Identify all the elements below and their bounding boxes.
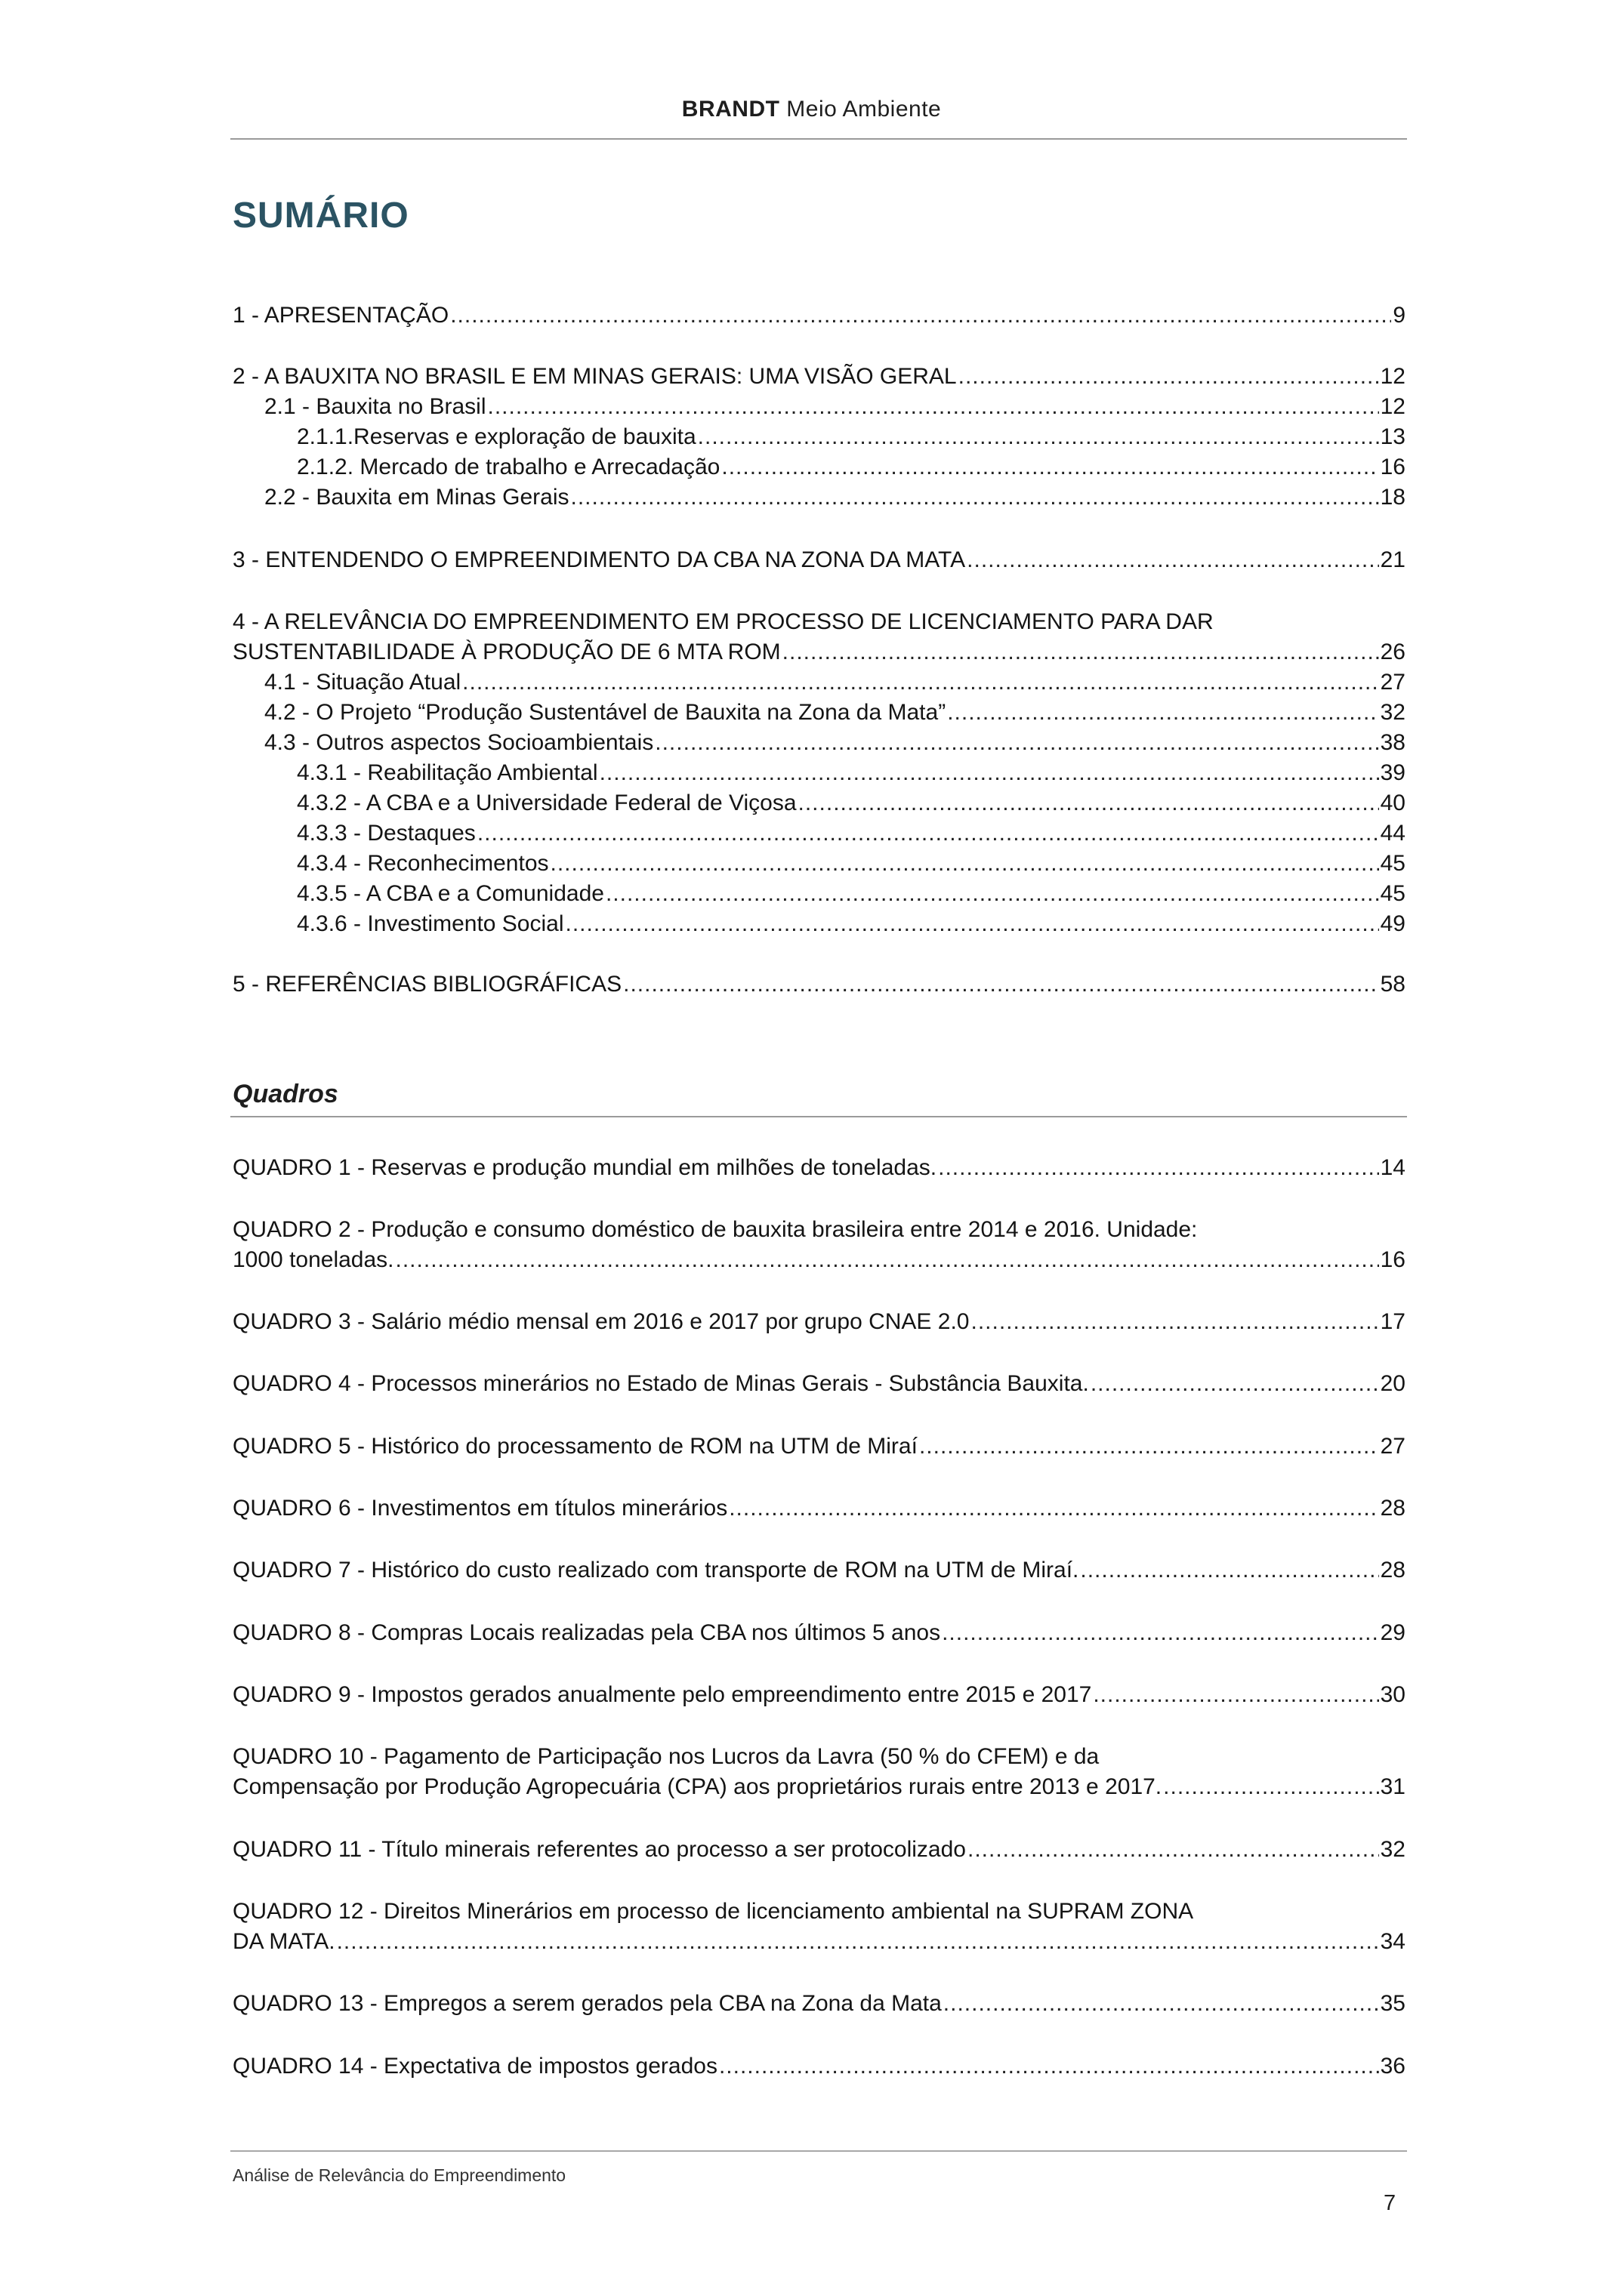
quadro-entry-page: 29 [1380,1620,1405,1645]
toc-entry[interactable] [297,879,1405,909]
toc-entry-label: 2.1.2. Mercado de trabalho e Arrecadação [297,455,720,479]
toc-entry-label: 4.3.4 - Reconhecimentos [297,851,549,876]
dot-leader [551,849,1379,879]
toc-entry-page: 21 [1380,547,1405,572]
quadro-entry[interactable] [233,1307,1405,1337]
quadro-entry-label: QUADRO 1 - Reservas e produção mundial em milhões de toneladas. [233,1155,937,1180]
header-brand [0,97,1623,122]
quadro-entry-label: Compensação por Produção Agropecuária (CPA) aos proprietários rurais entre 2013 e 2017. [233,1774,1162,1799]
header-divider [230,138,1407,140]
toc-entry-label: 4.2 - O Projeto “Produção Sustentável de Bauxita na Zona da Mata” [264,700,946,725]
dot-leader [947,698,1378,728]
quadro-entry-page: 17 [1380,1309,1405,1334]
toc-entry[interactable] [297,818,1405,849]
quadro-entry-label: QUADRO 13 - Empregos a serem gerados pela CBA na Zona da Mata [233,1991,942,2016]
dot-leader [450,300,1391,331]
dot-leader [571,482,1379,513]
dot-leader [1093,1680,1378,1710]
toc-entry-page: 26 [1380,639,1405,664]
quadros-divider [230,1116,1407,1117]
footer-text: Análise de Relevância do Empreendimento [233,2165,566,2185]
toc-entry-label: 4.3.3 - Destaques [297,821,476,846]
toc-entry-label: 4.3.2 - A CBA e a Universidade Federal de Viçosa [297,791,797,815]
toc-entry-page: 44 [1380,821,1405,846]
toc-entry-label: 5 - REFERÊNCIAS BIBLIOGRÁFICAS [233,972,622,997]
dot-leader [942,1618,1379,1648]
dot-leader [337,1927,1379,1957]
toc-entry-label: 2.1.1.Reservas e exploração de bauxita [297,424,696,449]
toc-entry-label: 2.1 - Bauxita no Brasil [264,394,486,419]
toc-entry[interactable] [297,452,1405,482]
footer-divider [230,2150,1407,2152]
quadro-entry-page: 28 [1380,1496,1405,1521]
quadros-heading: Quadros [233,1080,338,1108]
quadro-entry[interactable] [233,1680,1405,1710]
toc-entry-page: 38 [1380,730,1405,755]
quadro-entry-page: 35 [1380,1991,1405,2016]
toc-entry[interactable] [264,392,1405,422]
toc-entry-label: 4.3.6 - Investimento Social [297,911,564,936]
quadro-entry-page: 27 [1380,1434,1405,1459]
toc-entry-page: 27 [1380,670,1405,695]
quadro-entry[interactable] [233,1493,1405,1524]
toc-entry[interactable] [233,637,1405,667]
dot-leader [782,637,1379,667]
quadro-entry[interactable] [233,1432,1405,1462]
quadro-entry[interactable] [233,1835,1405,1865]
toc-entry[interactable] [233,362,1405,392]
quadro-entry[interactable] [233,1989,1405,2019]
quadro-entry-label: DA MATA. [233,1929,335,1954]
dot-leader [721,452,1378,482]
quadro-entry-page: 32 [1380,1837,1405,1862]
toc-entry-page: 49 [1380,911,1405,936]
toc-entry[interactable] [264,667,1405,698]
toc-entry-label: 2 - A BAUXITA NO BRASIL E EM MINAS GERAIS: UMA VISÃO GERAL [233,364,957,389]
quadro-entry-label: QUADRO 11 - Título minerais referentes ao processo a ser protocolizado [233,1837,966,1862]
quadro-entry-page: 28 [1380,1558,1405,1583]
toc-entry[interactable] [264,698,1405,728]
dot-leader [919,1432,1379,1462]
quadro-entry-label-line1: QUADRO 12 - Direitos Minerários em processo de licenciamento ambiental na SUPRAM ZONA [233,1899,1194,1924]
toc-entry[interactable] [297,758,1405,788]
dot-leader [1163,1772,1378,1802]
quadro-entry-page: 14 [1380,1155,1405,1180]
toc-entry-page: 39 [1380,760,1405,785]
toc-entry-page: 32 [1380,700,1405,725]
toc-entry[interactable] [297,849,1405,879]
toc-entry-label: 4.3.5 - A CBA e a Comunidade [297,881,604,906]
toc-entry-page: 16 [1380,455,1405,479]
dot-leader [798,788,1379,818]
quadro-entry[interactable] [233,1369,1405,1399]
toc-entry-page: 9 [1393,303,1405,328]
dot-leader [967,545,1378,575]
quadro-entry[interactable] [233,1245,1405,1275]
dot-leader [477,818,1379,849]
quadro-entry-page: 16 [1380,1247,1405,1272]
toc-entry-label: 1 - APRESENTAÇÃO [233,303,449,328]
toc-entry[interactable] [264,482,1405,513]
dot-leader [1080,1555,1378,1586]
dot-leader [396,1245,1379,1275]
dot-leader [943,1989,1379,2019]
toc-entry-label: 3 - ENTENDENDO O EMPREENDIMENTO DA CBA NA ZONA DA MATA [233,547,966,572]
dot-leader [623,969,1379,1000]
quadro-entry[interactable] [233,1772,1405,1802]
dot-leader [487,392,1378,422]
toc-entry-label: 4.3.1 - Reabilitação Ambiental [297,760,598,785]
quadro-entry-page: 30 [1380,1682,1405,1707]
toc-entry-page: 45 [1380,851,1405,876]
page-title: SUMÁRIO [233,196,409,236]
quadro-entry-label-line1: QUADRO 10 - Pagamento de Participação nos Lucros da Lavra (50 % do CFEM) e da [233,1744,1100,1769]
page-number: 7 [1384,2191,1396,2215]
quadro-entry-label: 1000 toneladas. [233,1247,394,1272]
brand-subtitle: Meio Ambiente [779,97,942,122]
quadro-entry[interactable] [233,1153,1405,1183]
quadro-entry[interactable] [233,1927,1405,1957]
quadro-entry-label: QUADRO 7 - Histórico do custo realizado com transporte de ROM na UTM de Miraí. [233,1558,1079,1583]
toc-entry-label-line1: 4 - A RELEVÂNCIA DO EMPREENDIMENTO EM PROCESSO DE LICENCIAMENTO PARA DAR [233,609,1214,634]
dot-leader [719,2051,1379,2082]
dot-leader [729,1493,1378,1524]
dot-leader [698,422,1379,452]
dot-leader [958,362,1379,392]
toc-entry[interactable] [297,422,1405,452]
quadro-entry-label: QUADRO 5 - Histórico do processamento de ROM na UTM de Miraí [233,1434,918,1459]
quadro-entry-label: QUADRO 8 - Compras Locais realizadas pela CBA nos últimos 5 anos [233,1620,941,1645]
toc-entry-page: 45 [1380,881,1405,906]
toc-entry-page: 12 [1380,394,1405,419]
toc-entry[interactable] [297,909,1405,939]
dot-leader [970,1307,1378,1337]
toc-entry-label: SUSTENTABILIDADE À PRODUÇÃO DE 6 MTA ROM [233,639,781,664]
quadro-entry[interactable] [233,1555,1405,1586]
quadro-entry-page: 34 [1380,1929,1405,1954]
dot-leader [967,1835,1379,1865]
quadro-entry[interactable] [233,1618,1405,1648]
dot-leader [938,1153,1379,1183]
toc-entry[interactable] [233,300,1405,331]
toc-entry-page: 40 [1380,791,1405,815]
toc-entry-label: 2.2 - Bauxita em Minas Gerais [264,485,569,510]
brand-name: BRANDT [681,97,780,122]
toc-entry[interactable] [297,788,1405,818]
quadro-entry-page: 31 [1380,1774,1405,1799]
quadro-entry-label: QUADRO 4 - Processos minerários no Estado de Minas Gerais - Substância Bauxita. [233,1371,1089,1396]
toc-entry-page: 13 [1380,424,1405,449]
quadro-entry-label: QUADRO 3 - Salário médio mensal em 2016 e 2017 por grupo CNAE 2.0 [233,1309,970,1334]
toc-entry-label: 4.3 - Outros aspectos Socioambientais [264,730,654,755]
toc-entry-label: 4.1 - Situação Atual [264,670,461,695]
quadro-entry-label-line1: QUADRO 2 - Produção e consumo doméstico de bauxita brasileira entre 2014 e 2016. Unidade: [233,1217,1198,1242]
toc-entry-page: 18 [1380,485,1405,510]
dot-leader [566,909,1379,939]
dot-leader [655,728,1378,758]
dot-leader [462,667,1378,698]
toc-entry[interactable] [233,969,1405,1000]
toc-entry-page: 58 [1380,972,1405,997]
quadro-entry-label: QUADRO 14 - Expectativa de impostos gerados [233,2054,717,2079]
quadro-entry-page: 36 [1380,2054,1405,2079]
toc-entry[interactable] [264,728,1405,758]
toc-entry-page: 12 [1380,364,1405,389]
quadro-entry[interactable] [233,2051,1405,2082]
dot-leader [1091,1369,1379,1399]
quadro-entry-label: QUADRO 6 - Investimentos em títulos minerários [233,1496,728,1521]
quadro-entry-page: 20 [1380,1371,1405,1396]
dot-leader [606,879,1379,909]
quadro-entry-label: QUADRO 9 - Impostos gerados anualmente pelo empreendimento entre 2015 e 2017 [233,1682,1092,1707]
dot-leader [600,758,1379,788]
toc-entry[interactable] [233,545,1405,575]
